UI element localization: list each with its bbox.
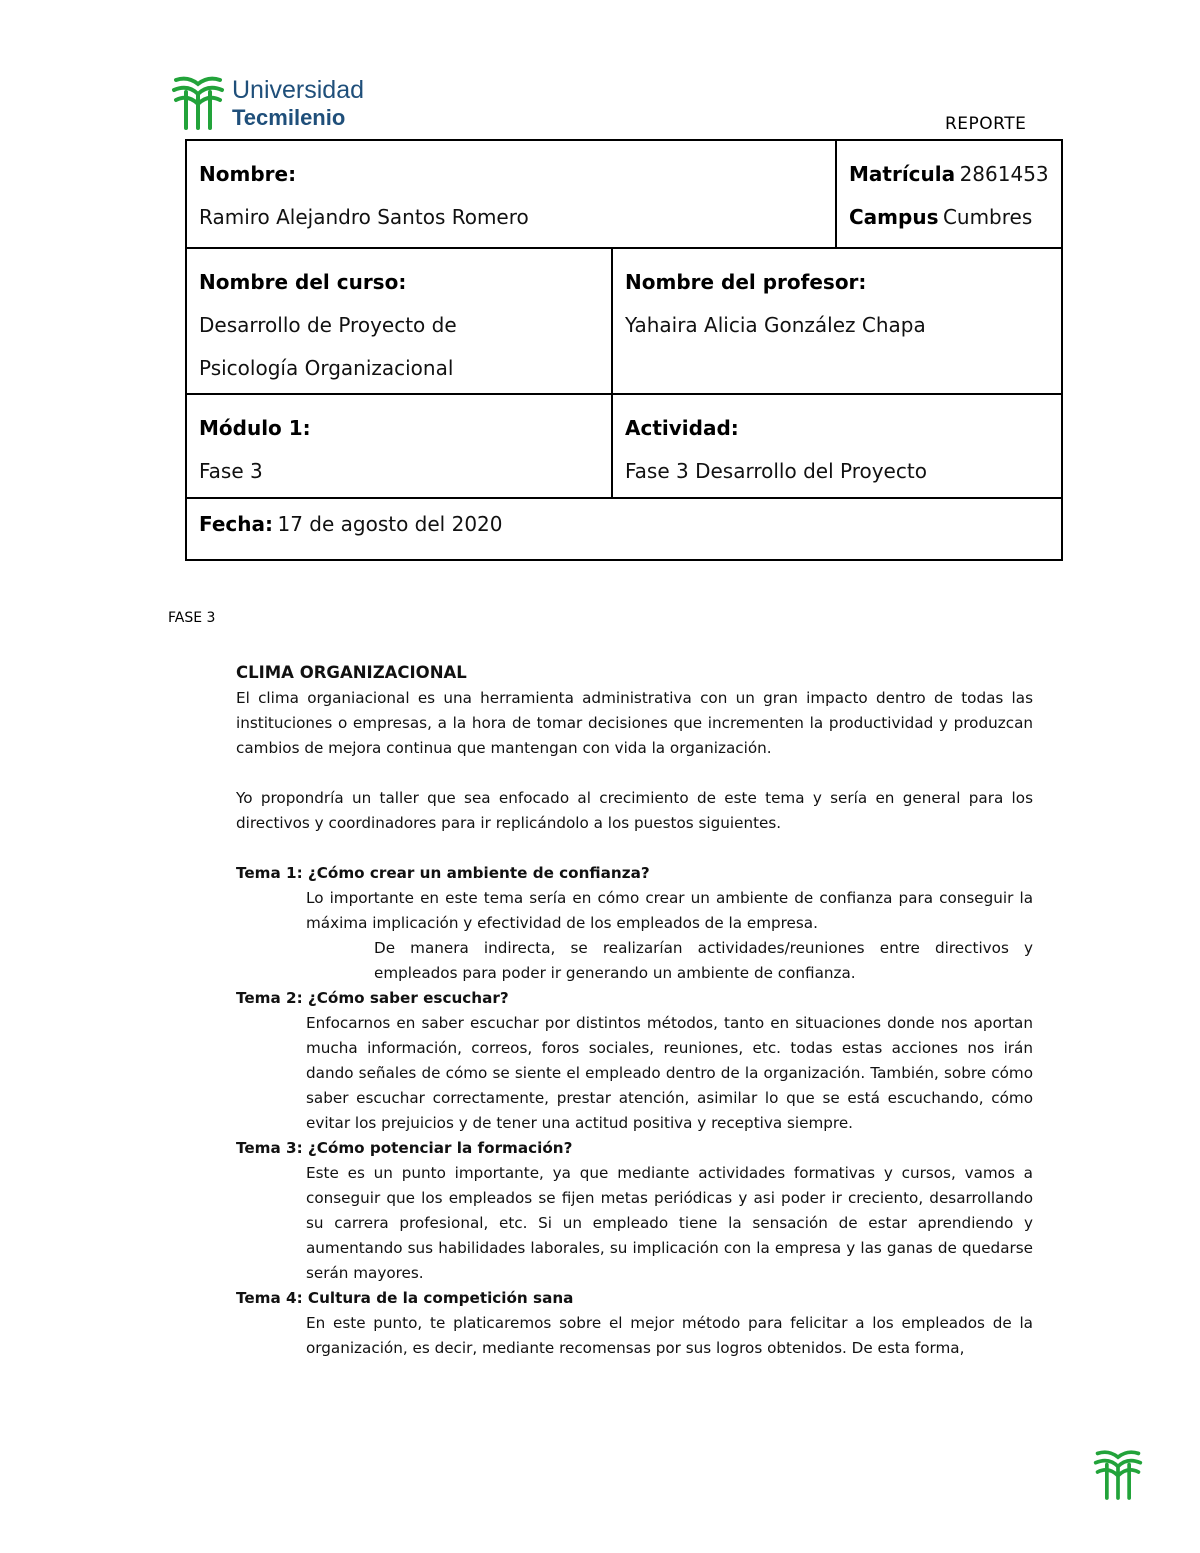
report-label: REPORTE — [945, 114, 1027, 134]
modulo-value: Fase 3 — [199, 459, 263, 483]
tema2-paragraph: Enfocarnos en saber escuchar por distintos métodos, tanto en situaciones donde nos aportan mucha información, correos, foros sociales, reuniones, etc. todas estas acciones nos irán dando señales de cómo se siente el empleado dentro de la organización. También, sobre cómo saber escuchar correctamente, prestar atención, asimilar lo que se está escuchando, cómo evitar los prejuicios y de tener una actitud positiva y receptiva siempre. — [306, 1014, 1033, 1132]
info-row-student — [185, 139, 1063, 247]
matricula-value: 2861453 — [959, 162, 1049, 186]
tema4-title: Tema 4: Cultura de la competición sana — [236, 1289, 574, 1307]
tema3-paragraph: Este es un punto importante, ya que mediante actividades formativas y cursos, vamos a conseguir que los empleados se fijen metas periódicas y asi poder ir creciento, desarrollando su carrera profesional, etc. Si un empleado tiene la sensación de estar aprendiendo y aumentando sus habilidades laborales, su implicación con la empresa y las ganas de quedarse serán mayores. — [306, 1164, 1033, 1282]
fecha-label: Fecha: — [199, 512, 274, 536]
section-title: CLIMA ORGANIZACIONAL — [236, 663, 467, 682]
curso-value-line1: Desarrollo de Proyecto de — [199, 313, 457, 337]
tema1-paragraph-2: De manera indirecta, se realizarían actividades/reuniones entre directivos y empleados para poder ir generando un ambiente de confianza. — [374, 939, 1033, 982]
info-row-date — [185, 497, 1063, 561]
curso-cell — [187, 249, 611, 393]
tema1-paragraph: Lo importante en este tema sería en cómo crear un ambiente de confianza para conseguir la máxima implicación y efectividad de los empleados de la empresa. — [306, 889, 1033, 932]
tecmilenio-tree-icon — [1092, 1444, 1144, 1500]
matricula-campus-cell — [835, 141, 1061, 247]
tecmilenio-tree-icon — [170, 70, 226, 130]
campus-label: Campus — [849, 205, 939, 229]
intro-paragraph: El clima organiacional es una herramienta administrativa con un gran impacto dentro de todas las instituciones o empresas, a la hora de tomar decisiones que incrementen la productividad y produzcan cambios de mejora continua que mantengan con vida la organización. — [236, 689, 1033, 757]
profesor-value: Yahaira Alicia González Chapa — [625, 313, 926, 337]
matricula-label: Matrícula — [849, 162, 956, 186]
document-body — [236, 660, 1033, 1361]
tema1-title: Tema 1: ¿Cómo crear un ambiente de confianza? — [236, 864, 650, 882]
nombre-value: Ramiro Alejandro Santos Romero — [199, 205, 529, 229]
actividad-cell — [611, 395, 1061, 497]
actividad-label: Actividad: — [625, 416, 739, 440]
tema4-paragraph: En este punto, te platicaremos sobre el mejor método para felicitar a los empleados de la organización, es decir, mediante recomensas por sus logros obtenidos. De esta forma, — [306, 1314, 1033, 1357]
modulo-label: Módulo 1: — [199, 416, 311, 440]
curso-label: Nombre del curso: — [199, 270, 407, 294]
nombre-cell — [187, 141, 835, 247]
nombre-label: Nombre: — [199, 162, 297, 186]
fecha-value: 17 de agosto del 2020 — [277, 512, 503, 536]
campus-value: Cumbres — [942, 205, 1033, 229]
logo-tecmilenio-text: Tecmilenio — [232, 105, 346, 130]
info-row-module — [185, 393, 1063, 497]
profesor-label: Nombre del profesor: — [625, 270, 867, 294]
university-logo — [170, 70, 390, 132]
logo-university-text: Universidad — [232, 76, 365, 104]
curso-value-line2: Psicología Organizacional — [199, 356, 454, 380]
profesor-cell — [611, 249, 1061, 393]
tema2-title: Tema 2: ¿Cómo saber escuchar? — [236, 989, 509, 1007]
tema3-title: Tema 3: ¿Cómo potenciar la formación? — [236, 1139, 573, 1157]
proposal-paragraph: Yo propondría un taller que sea enfocado al crecimiento de este tema y sería en general para los directivos y coordinadores para ir replicándolo a los puestos siguientes. — [236, 789, 1033, 832]
info-row-course — [185, 247, 1063, 393]
modulo-cell — [187, 395, 611, 497]
actividad-value: Fase 3 Desarrollo del Proyecto — [625, 459, 927, 483]
fase-label: FASE 3 — [168, 610, 216, 626]
fecha-cell — [187, 499, 1061, 559]
info-table — [185, 139, 1063, 561]
